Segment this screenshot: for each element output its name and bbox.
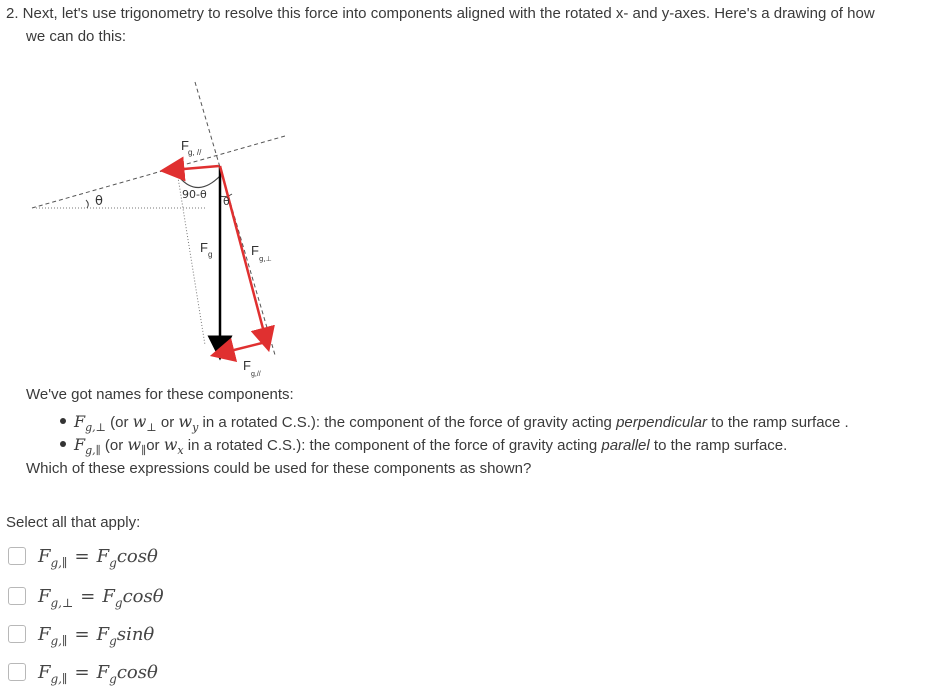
theta-arc-left [86, 200, 88, 208]
label-theta-left: θ [95, 194, 103, 209]
force-diagram [0, 60, 320, 380]
label-Fperp-sub: g,⊥ [259, 255, 272, 263]
choice-2-expression: $F_{g,\perp} = F_g\cos\theta$ [38, 585, 164, 610]
label-Fg-F: F [200, 240, 208, 255]
bullet-parallel: $F_{g,\parallel}$ (or $w_\parallel or$ $w_x$ in a rotated C.S.): the component of the force of gravity acting parallel to the ramp surface. [60, 435, 787, 454]
choice-3-checkbox[interactable] [8, 625, 26, 643]
parallel-component-arrow-bottom [222, 342, 266, 353]
choice-1-checkbox[interactable] [8, 547, 26, 565]
bullet-dot [60, 441, 66, 447]
label-Fpar-sub: g,// [251, 371, 261, 378]
perpendicular-component-arrow [220, 166, 266, 340]
question-text [6, 2, 936, 48]
choice-2-checkbox[interactable] [8, 587, 26, 605]
choice-1[interactable] [8, 544, 158, 568]
label-Fg-g: g [208, 250, 213, 259]
choice-4-checkbox[interactable] [8, 663, 26, 681]
bullet-dot [60, 418, 66, 424]
components-question: Which of these expressions could be used for these components as shown? [26, 460, 532, 477]
choice-2[interactable] [8, 584, 164, 608]
choice-3[interactable] [8, 622, 154, 646]
choice-1-expression: $F_{g,\parallel} = F_g\cos\theta$ [38, 545, 158, 570]
label-Fperp-F: F [251, 243, 259, 258]
select-all-label: Select all that apply: [6, 514, 141, 531]
choice-4-expression: $F_{g,\parallel} = F_g\cos\theta$ [38, 661, 158, 686]
label-F-top: F [181, 138, 189, 153]
choice-3-expression: $F_{g,\parallel} = F_g\sin\theta$ [38, 623, 155, 648]
angle-arc-90-theta [180, 176, 220, 188]
choice-4[interactable] [8, 660, 158, 684]
question-line-1: 2. Next, let's use trigonometry to resolve this force into components aligned with the rotated x- and y-axes. Here's a drawing of how [6, 5, 875, 22]
label-angle-90: 90-θ [182, 188, 207, 201]
ramp-dashed-line [32, 136, 285, 208]
label-g-par-top: g, // [188, 148, 202, 157]
bullet-perpendicular: $F_{g,\perp}$ (or $w_\perp$ or $w_y$ in a rotated C.S.): the component of the force of gravity acting perpendicular to the ramp surface . [60, 412, 849, 431]
label-theta-right: θ [223, 195, 230, 208]
parallel-component-arrow-top [172, 166, 219, 170]
components-intro: We've got names for these components: [26, 386, 294, 403]
question-line-2: we can do this: [26, 28, 127, 45]
label-Fpar-F: F [243, 358, 251, 373]
